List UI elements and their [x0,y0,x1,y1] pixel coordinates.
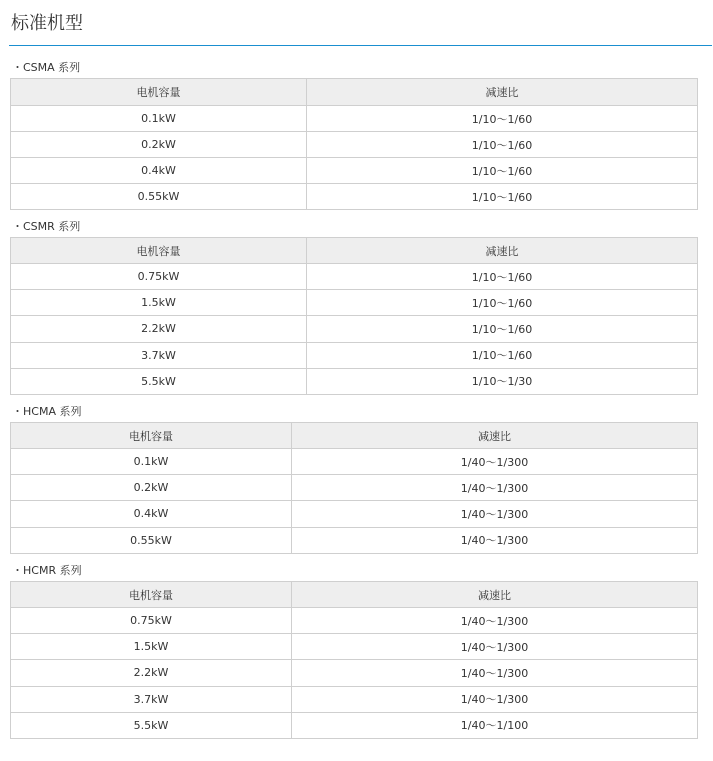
table-row [11,660,698,686]
cell-ratio: 1/10～1/30 [307,368,698,394]
table-row [11,106,698,132]
cell-capacity: 2.2kW [11,660,292,686]
cell-capacity: 5.5kW [11,712,292,738]
table-row [11,184,698,210]
series-label: ・HCMR 系列 [12,564,82,577]
cell-capacity: 0.4kW [11,501,292,527]
column-header-ratio: 减速比 [307,79,698,106]
cell-capacity: 0.75kW [11,264,307,290]
cell-ratio: 1/40～1/300 [292,475,698,501]
cell-ratio: 1/10～1/60 [307,342,698,368]
table-row [11,608,698,634]
cell-ratio: 1/10～1/60 [307,132,698,158]
cell-ratio: 1/10～1/60 [307,106,698,132]
page-title: 标准机型 [11,13,83,34]
cell-capacity: 0.4kW [11,158,307,184]
table-row [11,316,698,342]
cell-ratio: 1/10～1/60 [307,316,698,342]
cell-ratio: 1/10～1/60 [307,184,698,210]
column-header-capacity: 电机容量 [11,423,292,449]
table-row [11,712,698,738]
table-row [11,475,698,501]
table-row [11,501,698,527]
series-label: ・CSMR 系列 [12,220,81,233]
table-header-row [11,238,698,264]
table-row [11,634,698,660]
cell-capacity: 2.2kW [11,316,307,342]
table-row [11,527,698,553]
cell-ratio: 1/10～1/60 [307,290,698,316]
cell-ratio: 1/40～1/300 [292,527,698,553]
column-header-capacity: 电机容量 [11,238,307,264]
table-row [11,264,698,290]
cell-capacity: 3.7kW [11,342,307,368]
series-label: ・HCMA 系列 [12,405,82,418]
series-label: ・CSMA 系列 [12,61,81,74]
table-row [11,686,698,712]
column-header-ratio: 减速比 [292,423,698,449]
cell-ratio: 1/40～1/100 [292,712,698,738]
cell-capacity: 0.75kW [11,608,292,634]
table-header-row [11,582,698,608]
cell-ratio: 1/10～1/60 [307,264,698,290]
cell-ratio: 1/40～1/300 [292,686,698,712]
cell-capacity: 1.5kW [11,290,307,316]
title-divider [9,45,712,46]
series-spec-table [10,422,698,554]
cell-ratio: 1/10～1/60 [307,158,698,184]
column-header-capacity: 电机容量 [11,79,307,106]
series-spec-table [10,581,698,739]
table-row [11,368,698,394]
cell-capacity: 0.55kW [11,184,307,210]
cell-capacity: 0.1kW [11,449,292,475]
cell-ratio: 1/40～1/300 [292,634,698,660]
series-spec-table [10,78,698,210]
cell-capacity: 0.55kW [11,527,292,553]
table-header-row [11,79,698,106]
table-row [11,158,698,184]
cell-capacity: 0.1kW [11,106,307,132]
cell-capacity: 5.5kW [11,368,307,394]
cell-capacity: 3.7kW [11,686,292,712]
cell-capacity: 0.2kW [11,132,307,158]
column-header-ratio: 减速比 [307,238,698,264]
cell-ratio: 1/40～1/300 [292,449,698,475]
table-row [11,449,698,475]
table-header-row [11,423,698,449]
cell-ratio: 1/40～1/300 [292,501,698,527]
cell-ratio: 1/40～1/300 [292,608,698,634]
table-row [11,342,698,368]
column-header-capacity: 电机容量 [11,582,292,608]
cell-ratio: 1/40～1/300 [292,660,698,686]
table-row [11,290,698,316]
series-spec-table [10,237,698,395]
table-row [11,132,698,158]
cell-capacity: 1.5kW [11,634,292,660]
column-header-ratio: 减速比 [292,582,698,608]
cell-capacity: 0.2kW [11,475,292,501]
